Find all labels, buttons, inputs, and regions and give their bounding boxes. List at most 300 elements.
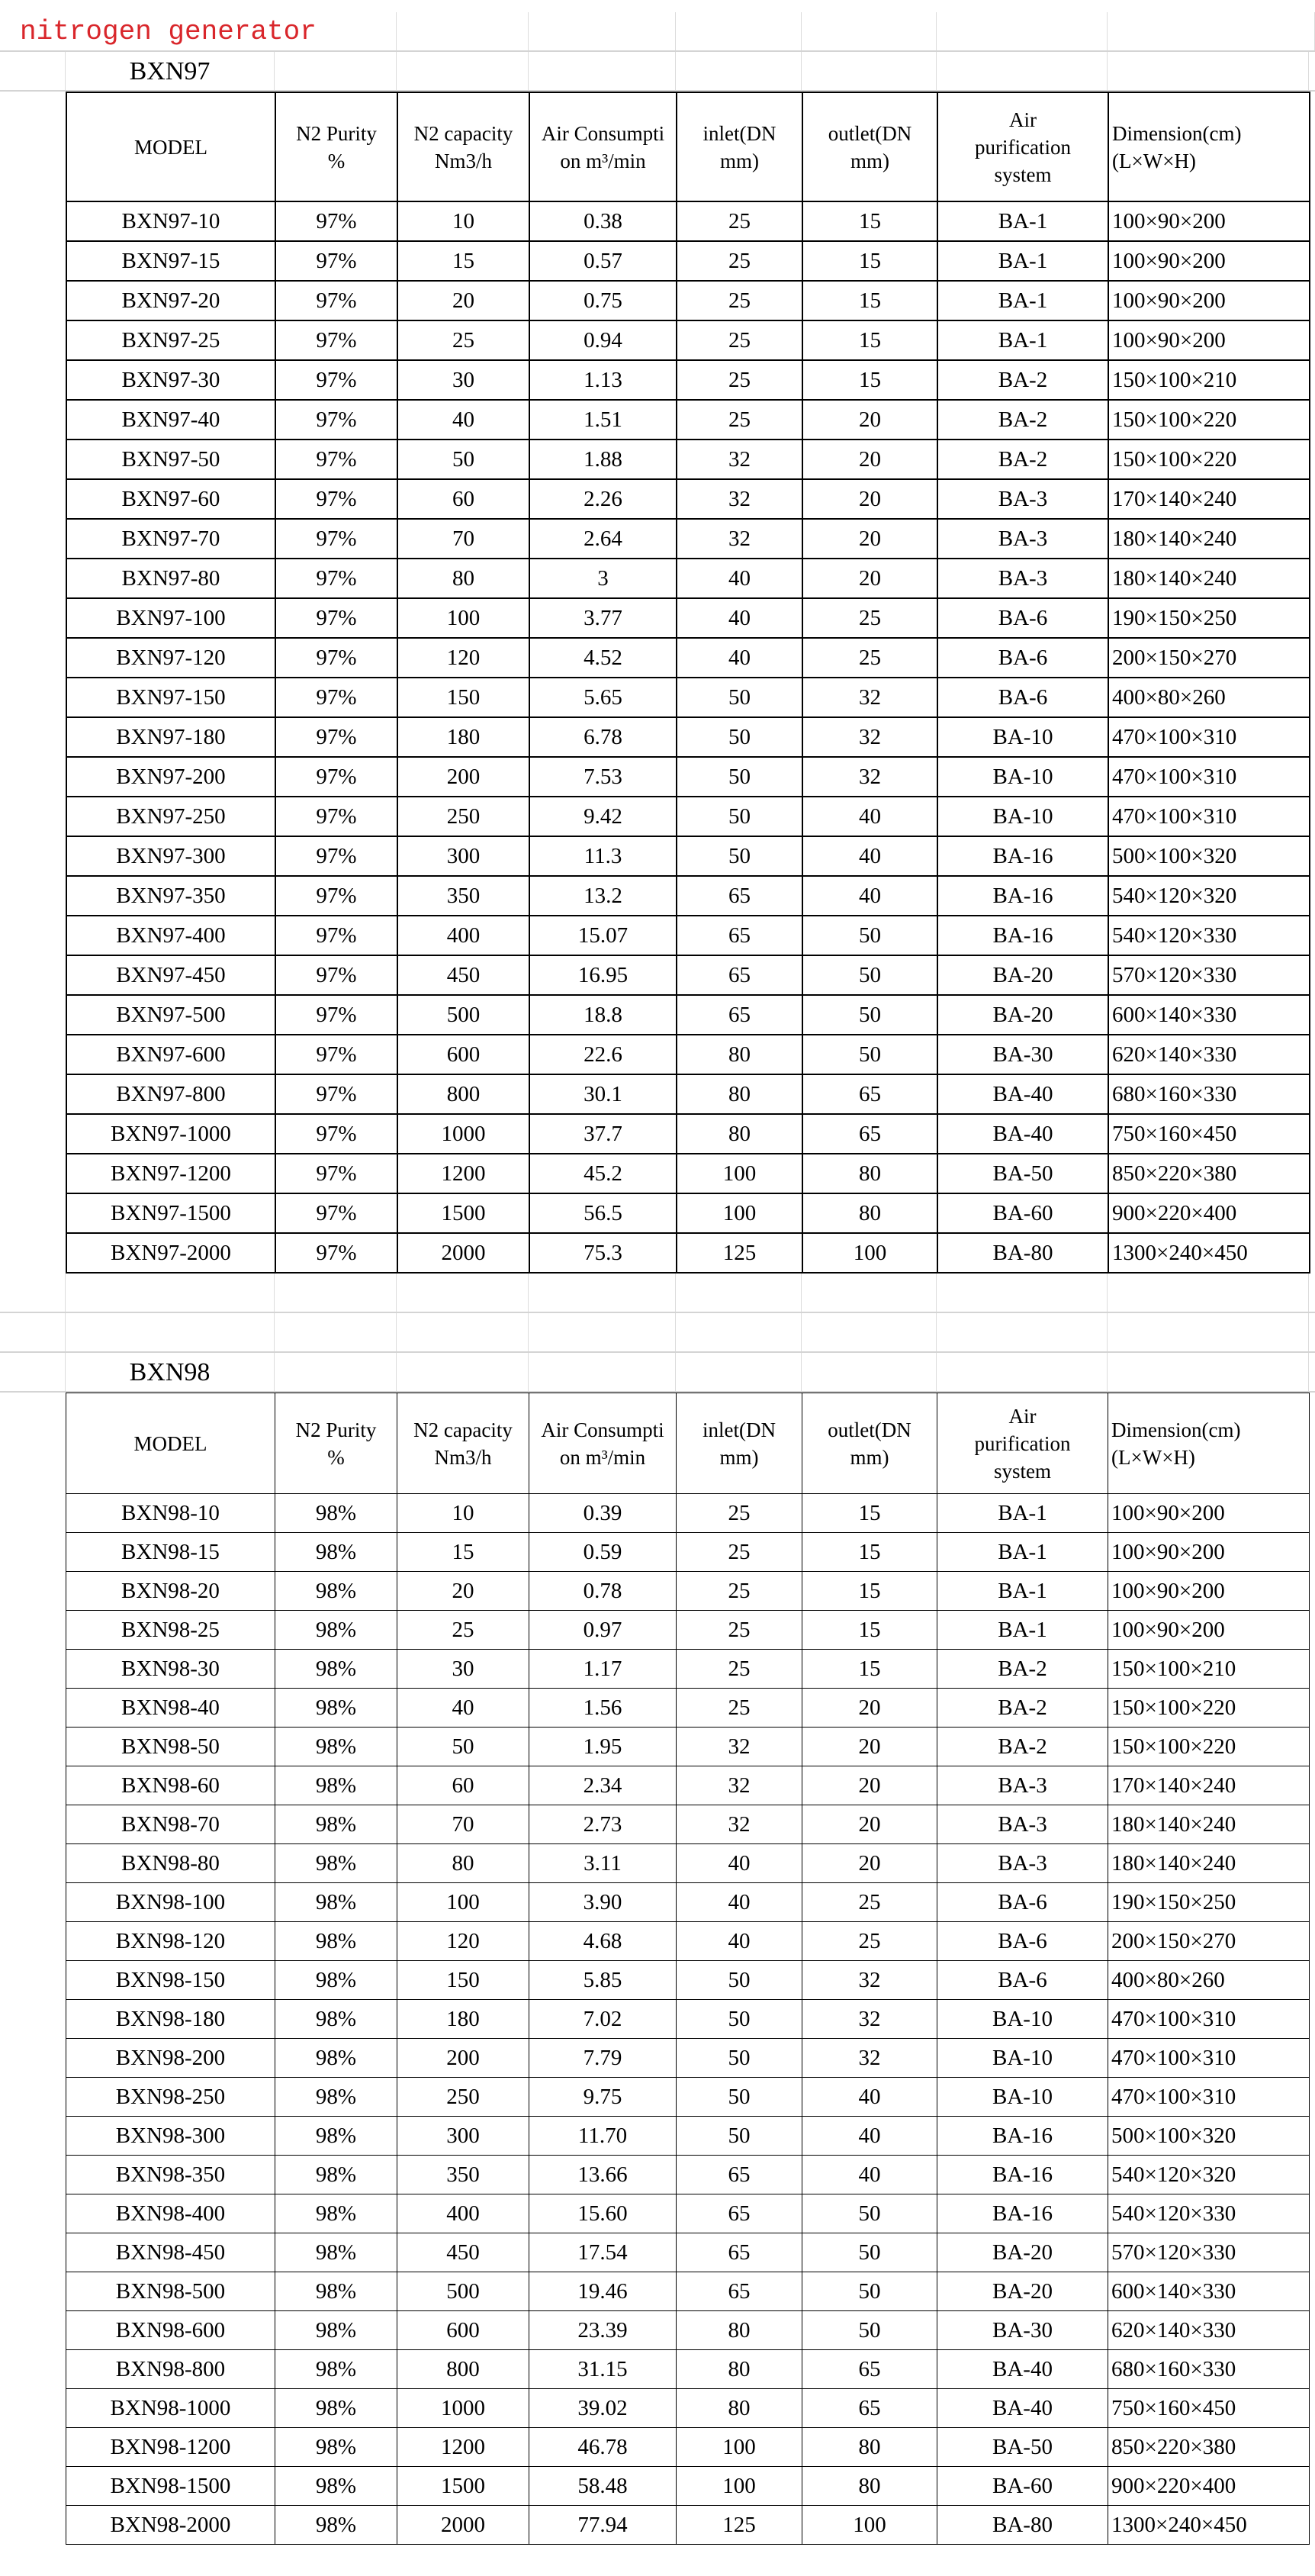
- table-cell[interactable]: 250: [397, 2078, 529, 2117]
- table-cell[interactable]: 400: [397, 916, 529, 955]
- table-cell[interactable]: 470×100×310: [1108, 2039, 1310, 2078]
- table-cell[interactable]: 50: [677, 1961, 802, 2000]
- table-cell[interactable]: 25: [802, 638, 937, 678]
- table-cell[interactable]: 98%: [275, 2233, 397, 2272]
- table-cell[interactable]: 470×100×310: [1108, 2078, 1310, 2117]
- table-cell[interactable]: 6.78: [529, 717, 677, 757]
- table-cell[interactable]: 80: [802, 2467, 937, 2506]
- table-cell[interactable]: 32: [802, 2000, 937, 2039]
- table-cell[interactable]: BA-40: [937, 2389, 1108, 2428]
- table-cell[interactable]: BXN98-200: [66, 2039, 275, 2078]
- table-cell[interactable]: 98%: [275, 2039, 397, 2078]
- table-cell[interactable]: 97%: [275, 1074, 397, 1114]
- table-cell[interactable]: 32: [802, 717, 937, 757]
- table-cell[interactable]: 3: [529, 559, 677, 598]
- table-cell[interactable]: 97%: [275, 281, 397, 320]
- table-cell[interactable]: 32: [677, 1805, 802, 1844]
- table-cell[interactable]: 100×90×200: [1108, 201, 1310, 241]
- table-cell[interactable]: BXN98-350: [66, 2156, 275, 2194]
- column-header[interactable]: [1108, 1393, 1310, 1494]
- table-cell[interactable]: 50: [677, 757, 802, 797]
- table-cell[interactable]: 20: [802, 1766, 937, 1805]
- table-cell[interactable]: 100×90×200: [1108, 1494, 1310, 1533]
- table-cell[interactable]: 32: [802, 757, 937, 797]
- table-cell[interactable]: 20: [802, 1689, 937, 1728]
- empty-cell[interactable]: [529, 1353, 676, 1391]
- table-cell[interactable]: 100: [677, 2467, 802, 2506]
- table-cell[interactable]: BA-80: [937, 1233, 1108, 1273]
- table-cell[interactable]: 0.78: [529, 1572, 677, 1611]
- table-cell[interactable]: BXN97-800: [66, 1074, 275, 1114]
- column-header[interactable]: [397, 92, 529, 201]
- table-cell[interactable]: 97%: [275, 201, 397, 241]
- table-cell[interactable]: 13.2: [529, 876, 677, 916]
- table-cell[interactable]: BXN97-60: [66, 479, 275, 519]
- table-cell[interactable]: BXN98-300: [66, 2117, 275, 2156]
- table-cell[interactable]: 32: [802, 1961, 937, 2000]
- table-cell[interactable]: 500: [397, 2272, 529, 2311]
- table-cell[interactable]: 75.3: [529, 1233, 677, 1273]
- table-cell[interactable]: 40: [802, 797, 937, 836]
- table-cell[interactable]: 3.11: [529, 1844, 677, 1883]
- table-cell[interactable]: 180×140×240: [1108, 559, 1310, 598]
- table-cell[interactable]: 98%: [275, 1766, 397, 1805]
- table-cell[interactable]: 25: [677, 241, 802, 281]
- table-cell[interactable]: BXN98-400: [66, 2194, 275, 2233]
- table-cell[interactable]: BXN98-80: [66, 1844, 275, 1883]
- table-cell[interactable]: 450: [397, 2233, 529, 2272]
- table-cell[interactable]: BXN98-180: [66, 2000, 275, 2039]
- table-cell[interactable]: 4.52: [529, 638, 677, 678]
- table-cell[interactable]: 80: [802, 1193, 937, 1233]
- table-cell[interactable]: 20: [802, 1844, 937, 1883]
- table-cell[interactable]: BA-20: [937, 995, 1108, 1035]
- table-cell[interactable]: BA-16: [937, 916, 1108, 955]
- table-cell[interactable]: 20: [802, 559, 937, 598]
- table-cell[interactable]: 80: [677, 2311, 802, 2350]
- table-cell[interactable]: 100×90×200: [1108, 320, 1310, 360]
- table-cell[interactable]: BXN97-1500: [66, 1193, 275, 1233]
- table-cell[interactable]: 100: [677, 1193, 802, 1233]
- table-cell[interactable]: BA-40: [937, 2350, 1108, 2389]
- table-cell[interactable]: 15.60: [529, 2194, 677, 2233]
- table-cell[interactable]: 65: [802, 2389, 937, 2428]
- table-cell[interactable]: 200: [397, 2039, 529, 2078]
- table-cell[interactable]: 40: [802, 2117, 937, 2156]
- table-cell[interactable]: BA-10: [937, 2039, 1108, 2078]
- table-cell[interactable]: BA-10: [937, 2000, 1108, 2039]
- table-cell[interactable]: 60: [397, 479, 529, 519]
- table-cell[interactable]: 7.02: [529, 2000, 677, 2039]
- table-cell[interactable]: 470×100×310: [1108, 2000, 1310, 2039]
- table-cell[interactable]: 31.15: [529, 2350, 677, 2389]
- table-cell[interactable]: 750×160×450: [1108, 1114, 1310, 1154]
- table-cell[interactable]: 15: [802, 201, 937, 241]
- table-cell[interactable]: BXN98-20: [66, 1572, 275, 1611]
- table-cell[interactable]: 97%: [275, 559, 397, 598]
- column-header[interactable]: [802, 1393, 937, 1494]
- table-cell[interactable]: 98%: [275, 1533, 397, 1572]
- table-cell[interactable]: 15: [397, 241, 529, 281]
- table-cell[interactable]: BXN97-2000: [66, 1233, 275, 1273]
- table-cell[interactable]: 850×220×380: [1108, 2428, 1310, 2467]
- table-cell[interactable]: 470×100×310: [1108, 757, 1310, 797]
- table-cell[interactable]: 20: [802, 519, 937, 559]
- table-cell[interactable]: BA-16: [937, 2156, 1108, 2194]
- table-cell[interactable]: 97%: [275, 1193, 397, 1233]
- table-cell[interactable]: BA-3: [937, 479, 1108, 519]
- column-header[interactable]: [937, 1393, 1108, 1494]
- table-cell[interactable]: BA-1: [937, 320, 1108, 360]
- table-cell[interactable]: BXN98-1000: [66, 2389, 275, 2428]
- table-cell[interactable]: 25: [802, 1883, 937, 1922]
- table-cell[interactable]: 0.75: [529, 281, 677, 320]
- table-cell[interactable]: 50: [677, 2117, 802, 2156]
- table-cell[interactable]: 15: [802, 360, 937, 400]
- table-cell[interactable]: 58.48: [529, 2467, 677, 2506]
- table-cell[interactable]: 37.7: [529, 1114, 677, 1154]
- table-cell[interactable]: 45.2: [529, 1154, 677, 1193]
- table-cell[interactable]: 19.46: [529, 2272, 677, 2311]
- table-cell[interactable]: 80: [677, 1114, 802, 1154]
- table-cell[interactable]: 98%: [275, 2117, 397, 2156]
- table-cell[interactable]: BA-20: [937, 955, 1108, 995]
- table-cell[interactable]: BXN97-150: [66, 678, 275, 717]
- table-cell[interactable]: 25: [677, 360, 802, 400]
- table-cell[interactable]: BA-6: [937, 1883, 1108, 1922]
- table-cell[interactable]: BA-40: [937, 1074, 1108, 1114]
- table-cell[interactable]: BA-3: [937, 559, 1108, 598]
- table-cell[interactable]: 80: [677, 1074, 802, 1114]
- table-cell[interactable]: 56.5: [529, 1193, 677, 1233]
- table-cell[interactable]: 50: [677, 717, 802, 757]
- table-cell[interactable]: 50: [677, 2000, 802, 2039]
- empty-cell[interactable]: [676, 12, 802, 50]
- table-cell[interactable]: 15: [802, 241, 937, 281]
- table-cell[interactable]: 0.97: [529, 1611, 677, 1650]
- table-cell[interactable]: 170×140×240: [1108, 479, 1310, 519]
- table-cell[interactable]: 1500: [397, 1193, 529, 1233]
- table-cell[interactable]: BXN97-250: [66, 797, 275, 836]
- table-cell[interactable]: 60: [397, 1766, 529, 1805]
- table-cell[interactable]: 100: [677, 1154, 802, 1193]
- table-cell[interactable]: BXN97-400: [66, 916, 275, 955]
- table-cell[interactable]: 50: [802, 995, 937, 1035]
- table-cell[interactable]: 200×150×270: [1108, 1922, 1310, 1961]
- table-cell[interactable]: 65: [677, 2156, 802, 2194]
- table-cell[interactable]: BXN97-25: [66, 320, 275, 360]
- column-header[interactable]: [802, 92, 937, 201]
- table-cell[interactable]: 23.39: [529, 2311, 677, 2350]
- table-cell[interactable]: 65: [677, 955, 802, 995]
- table-cell[interactable]: 50: [802, 1035, 937, 1074]
- table-cell[interactable]: 20: [397, 281, 529, 320]
- table-cell[interactable]: BA-2: [937, 400, 1108, 440]
- table-cell[interactable]: 40: [397, 400, 529, 440]
- table-cell[interactable]: 600: [397, 2311, 529, 2350]
- table-cell[interactable]: 100×90×200: [1108, 1533, 1310, 1572]
- table-cell[interactable]: 32: [677, 479, 802, 519]
- table-cell[interactable]: 3.90: [529, 1883, 677, 1922]
- table-cell[interactable]: 180×140×240: [1108, 1805, 1310, 1844]
- table-cell[interactable]: BXN98-15: [66, 1533, 275, 1572]
- table-cell[interactable]: 600: [397, 1035, 529, 1074]
- table-cell[interactable]: 350: [397, 2156, 529, 2194]
- table-cell[interactable]: 98%: [275, 2000, 397, 2039]
- table-cell[interactable]: 40: [677, 1883, 802, 1922]
- table-cell[interactable]: BXN97-180: [66, 717, 275, 757]
- table-cell[interactable]: 97%: [275, 955, 397, 995]
- table-cell[interactable]: 180: [397, 717, 529, 757]
- table-cell[interactable]: 40: [802, 2078, 937, 2117]
- table-cell[interactable]: 15: [802, 1533, 937, 1572]
- empty-cell[interactable]: [802, 1353, 937, 1391]
- table-cell[interactable]: 97%: [275, 519, 397, 559]
- table-cell[interactable]: 1000: [397, 2389, 529, 2428]
- table-cell[interactable]: BXN98-600: [66, 2311, 275, 2350]
- table-cell[interactable]: 65: [802, 1074, 937, 1114]
- table-cell[interactable]: 30.1: [529, 1074, 677, 1114]
- table-cell[interactable]: 540×120×330: [1108, 916, 1310, 955]
- sheet-title[interactable]: nitrogen generator: [0, 12, 397, 50]
- table-cell[interactable]: 80: [397, 1844, 529, 1883]
- table-cell[interactable]: 98%: [275, 1494, 397, 1533]
- table-cell[interactable]: BA-10: [937, 717, 1108, 757]
- table-cell[interactable]: BA-6: [937, 1922, 1108, 1961]
- table-cell[interactable]: 32: [677, 1766, 802, 1805]
- table-cell[interactable]: 80: [677, 2389, 802, 2428]
- table-cell[interactable]: BXN97-100: [66, 598, 275, 638]
- table-cell[interactable]: 0.59: [529, 1533, 677, 1572]
- table-cell[interactable]: 100×90×200: [1108, 241, 1310, 281]
- empty-cell[interactable]: [1108, 1353, 1309, 1391]
- table-cell[interactable]: 20: [802, 400, 937, 440]
- table-cell[interactable]: 25: [677, 1689, 802, 1728]
- table-cell[interactable]: 470×100×310: [1108, 797, 1310, 836]
- table-cell[interactable]: 15: [802, 1611, 937, 1650]
- table-cell[interactable]: 1.51: [529, 400, 677, 440]
- table-cell[interactable]: 98%: [275, 1611, 397, 1650]
- table-cell[interactable]: 25: [677, 400, 802, 440]
- empty-cell[interactable]: [937, 1353, 1108, 1391]
- table-cell[interactable]: 3.77: [529, 598, 677, 638]
- table-cell[interactable]: 97%: [275, 876, 397, 916]
- table-cell[interactable]: 25: [677, 320, 802, 360]
- table-cell[interactable]: 1.13: [529, 360, 677, 400]
- table-cell[interactable]: 65: [802, 2350, 937, 2389]
- table-cell[interactable]: 190×150×250: [1108, 598, 1310, 638]
- table-cell[interactable]: 20: [802, 1728, 937, 1766]
- series-label[interactable]: BXN98: [66, 1353, 275, 1391]
- table-cell[interactable]: 98%: [275, 2311, 397, 2350]
- table-cell[interactable]: BXN98-800: [66, 2350, 275, 2389]
- column-header[interactable]: [937, 92, 1108, 201]
- table-cell[interactable]: 2.34: [529, 1766, 677, 1805]
- table-cell[interactable]: 50: [677, 678, 802, 717]
- table-cell[interactable]: BXN98-50: [66, 1728, 275, 1766]
- empty-cell[interactable]: [1108, 52, 1309, 90]
- table-cell[interactable]: BXN97-600: [66, 1035, 275, 1074]
- column-header[interactable]: [677, 92, 802, 201]
- table-cell[interactable]: 50: [802, 2194, 937, 2233]
- table-cell[interactable]: BA-20: [937, 2233, 1108, 2272]
- table-cell[interactable]: 1.17: [529, 1650, 677, 1689]
- table-cell[interactable]: 150×100×210: [1108, 360, 1310, 400]
- table-cell[interactable]: 50: [802, 2233, 937, 2272]
- empty-cell[interactable]: [275, 1353, 397, 1391]
- column-header[interactable]: [66, 1393, 275, 1494]
- empty-cell[interactable]: [529, 52, 676, 90]
- table-cell[interactable]: 50: [677, 2078, 802, 2117]
- table-cell[interactable]: 25: [677, 1650, 802, 1689]
- table-cell[interactable]: BXN97-80: [66, 559, 275, 598]
- empty-cell[interactable]: [676, 52, 802, 90]
- table-cell[interactable]: 900×220×400: [1108, 2467, 1310, 2506]
- table-cell[interactable]: 540×120×320: [1108, 2156, 1310, 2194]
- table-cell[interactable]: 40: [677, 1922, 802, 1961]
- table-cell[interactable]: 50: [802, 916, 937, 955]
- table-cell[interactable]: 125: [677, 2506, 802, 2545]
- column-header[interactable]: [275, 1393, 397, 1494]
- table-cell[interactable]: 190×150×250: [1108, 1883, 1310, 1922]
- table-cell[interactable]: BA-1: [937, 1533, 1108, 1572]
- table-cell[interactable]: 98%: [275, 2156, 397, 2194]
- table-cell[interactable]: BA-80: [937, 2506, 1108, 2545]
- empty-cell[interactable]: [529, 12, 676, 50]
- table-cell[interactable]: BA-10: [937, 757, 1108, 797]
- table-cell[interactable]: 30: [397, 360, 529, 400]
- table-cell[interactable]: 97%: [275, 360, 397, 400]
- table-cell[interactable]: 150×100×220: [1108, 1728, 1310, 1766]
- table-cell[interactable]: 98%: [275, 1883, 397, 1922]
- table-cell[interactable]: 800: [397, 2350, 529, 2389]
- table-cell[interactable]: BA-16: [937, 2194, 1108, 2233]
- table-cell[interactable]: 11.3: [529, 836, 677, 876]
- table-cell[interactable]: BXN97-300: [66, 836, 275, 876]
- table-cell[interactable]: 5.85: [529, 1961, 677, 2000]
- table-cell[interactable]: 750×160×450: [1108, 2389, 1310, 2428]
- table-cell[interactable]: 25: [397, 320, 529, 360]
- table-cell[interactable]: 80: [397, 559, 529, 598]
- table-cell[interactable]: BA-40: [937, 1114, 1108, 1154]
- table-cell[interactable]: 850×220×380: [1108, 1154, 1310, 1193]
- table-cell[interactable]: BA-3: [937, 1844, 1108, 1883]
- table-cell[interactable]: 25: [802, 598, 937, 638]
- table-cell[interactable]: 1500: [397, 2467, 529, 2506]
- table-cell[interactable]: BXN97-1200: [66, 1154, 275, 1193]
- table-cell[interactable]: 40: [677, 1844, 802, 1883]
- table-cell[interactable]: BA-2: [937, 440, 1108, 479]
- table-cell[interactable]: BA-1: [937, 201, 1108, 241]
- table-cell[interactable]: 40: [802, 2156, 937, 2194]
- table-cell[interactable]: 500×100×320: [1108, 2117, 1310, 2156]
- table-cell[interactable]: 1.56: [529, 1689, 677, 1728]
- table-cell[interactable]: BXN98-70: [66, 1805, 275, 1844]
- table-cell[interactable]: 1200: [397, 1154, 529, 1193]
- table-cell[interactable]: BXN97-15: [66, 241, 275, 281]
- table-cell[interactable]: BXN98-1500: [66, 2467, 275, 2506]
- table-cell[interactable]: 0.57: [529, 241, 677, 281]
- table-cell[interactable]: 15: [802, 1650, 937, 1689]
- table-cell[interactable]: 540×120×320: [1108, 876, 1310, 916]
- table-cell[interactable]: 20: [802, 1805, 937, 1844]
- table-cell[interactable]: 98%: [275, 1922, 397, 1961]
- table-cell[interactable]: 50: [677, 797, 802, 836]
- empty-cell[interactable]: [275, 52, 397, 90]
- empty-cell[interactable]: [937, 52, 1108, 90]
- table-cell[interactable]: 9.75: [529, 2078, 677, 2117]
- table-cell[interactable]: 2000: [397, 1233, 529, 1273]
- table-cell[interactable]: BXN97-40: [66, 400, 275, 440]
- table-cell[interactable]: 680×160×330: [1108, 2350, 1310, 2389]
- table-cell[interactable]: BXN97-200: [66, 757, 275, 797]
- table-cell[interactable]: BA-50: [937, 2428, 1108, 2467]
- table-cell[interactable]: 50: [397, 1728, 529, 1766]
- table-cell[interactable]: 15: [397, 1533, 529, 1572]
- table-cell[interactable]: 100: [397, 1883, 529, 1922]
- table-cell[interactable]: 9.42: [529, 797, 677, 836]
- table-cell[interactable]: 32: [802, 2039, 937, 2078]
- empty-cell[interactable]: [802, 52, 937, 90]
- table-cell[interactable]: 350: [397, 876, 529, 916]
- table-cell[interactable]: 97%: [275, 717, 397, 757]
- table-cell[interactable]: 40: [397, 1689, 529, 1728]
- table-cell[interactable]: BA-10: [937, 797, 1108, 836]
- column-header[interactable]: [529, 1393, 677, 1494]
- table-cell[interactable]: 125: [677, 1233, 802, 1273]
- table-cell[interactable]: 97%: [275, 836, 397, 876]
- table-cell[interactable]: 0.39: [529, 1494, 677, 1533]
- table-cell[interactable]: 500: [397, 995, 529, 1035]
- table-cell[interactable]: 25: [802, 1922, 937, 1961]
- table-cell[interactable]: BA-60: [937, 2467, 1108, 2506]
- table-cell[interactable]: 7.79: [529, 2039, 677, 2078]
- table-cell[interactable]: BA-6: [937, 598, 1108, 638]
- table-cell[interactable]: BA-6: [937, 1961, 1108, 2000]
- empty-cell[interactable]: [937, 12, 1108, 50]
- table-cell[interactable]: BA-1: [937, 1572, 1108, 1611]
- table-cell[interactable]: BA-1: [937, 1611, 1108, 1650]
- table-cell[interactable]: BA-3: [937, 1766, 1108, 1805]
- table-cell[interactable]: 97%: [275, 1154, 397, 1193]
- table-cell[interactable]: 98%: [275, 1650, 397, 1689]
- table-cell[interactable]: 98%: [275, 1689, 397, 1728]
- table-cell[interactable]: BA-16: [937, 2117, 1108, 2156]
- table-cell[interactable]: BXN97-70: [66, 519, 275, 559]
- table-cell[interactable]: 1000: [397, 1114, 529, 1154]
- table-cell[interactable]: BXN98-500: [66, 2272, 275, 2311]
- table-cell[interactable]: 98%: [275, 1844, 397, 1883]
- table-cell[interactable]: BXN97-1000: [66, 1114, 275, 1154]
- column-header[interactable]: [529, 92, 677, 201]
- table-cell[interactable]: BXN98-2000: [66, 2506, 275, 2545]
- table-cell[interactable]: BA-30: [937, 1035, 1108, 1074]
- table-cell[interactable]: 97%: [275, 916, 397, 955]
- table-cell[interactable]: 98%: [275, 2350, 397, 2389]
- table-cell[interactable]: 80: [677, 2350, 802, 2389]
- table-cell[interactable]: 5.65: [529, 678, 677, 717]
- table-cell[interactable]: 25: [677, 1494, 802, 1533]
- empty-cell[interactable]: [397, 1353, 529, 1391]
- table-cell[interactable]: 680×160×330: [1108, 1074, 1310, 1114]
- column-header[interactable]: [275, 92, 397, 201]
- table-cell[interactable]: BXN97-10: [66, 201, 275, 241]
- table-cell[interactable]: 620×140×330: [1108, 2311, 1310, 2350]
- table-cell[interactable]: 16.95: [529, 955, 677, 995]
- table-cell[interactable]: 1300×240×450: [1108, 1233, 1310, 1273]
- table-cell[interactable]: 1200: [397, 2428, 529, 2467]
- table-cell[interactable]: 97%: [275, 400, 397, 440]
